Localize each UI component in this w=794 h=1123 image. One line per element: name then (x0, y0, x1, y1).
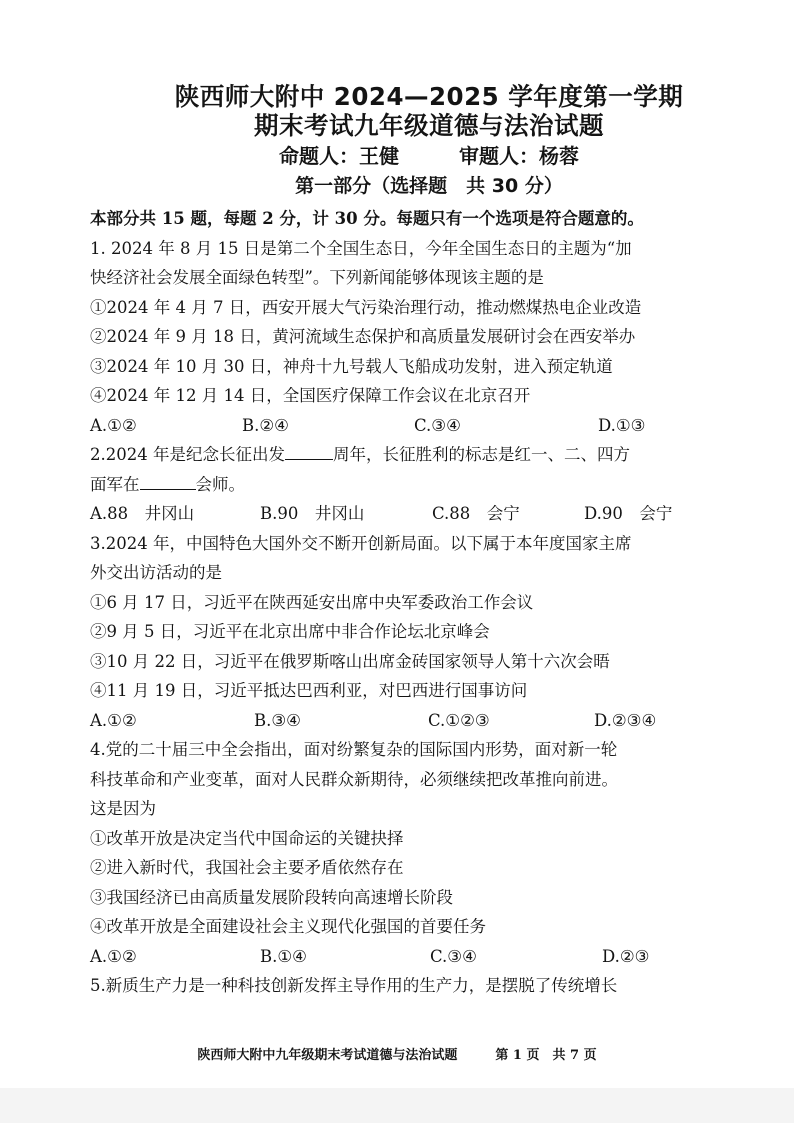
author-line (104, 141, 754, 172)
footer-page-number: 第 1 页 共 7 页 (495, 1048, 597, 1063)
footer-exam-name: 陕西师大附中九年级期末考试道德与法治试题 (197, 1048, 458, 1063)
q2-option-c: C.88 会宁 (432, 504, 520, 523)
q1-item-1: ①2024 年 4 月 7 日，西安开展大气污染治理行动，推动燃煤热电企业改造 (90, 297, 642, 317)
q3-stem-line2: 外交出访活动的是 (90, 563, 222, 582)
q4-item-2: ②进入新时代，我国社会主要矛盾依然存在 (90, 858, 404, 877)
q3-item-2: ②9 月 5 日，习近平在北京出席中非合作论坛北京峰会 (90, 622, 490, 641)
q4-option-a: A.①② (90, 946, 137, 966)
q4-item-4: ④改革开放是全面建设社会主义现代化强国的首要任务 (90, 917, 486, 936)
q2-option-d: D.90 会宁 (584, 504, 673, 523)
exam-body (90, 204, 754, 1001)
q4-stem-line1: 4.党的二十届三中全会指出，面对纷繁复杂的国际国内形势，面对新一轮 (90, 740, 618, 759)
q2-option-b: B.90 井冈山 (260, 504, 365, 523)
q4-options (90, 942, 754, 972)
q1-option-c: C.③④ (414, 415, 461, 435)
page-footer (0, 1044, 794, 1063)
q2-stem-part4: 会师。 (195, 474, 245, 494)
q4-stem-line2: 科技革命和产业变革，面对人民群众新期待，必须继续把改革推向前进。 (90, 769, 618, 789)
q3-item-4: ④11 月 19 日，习近平抵达巴西利亚，对巴西进行国事访问 (90, 681, 528, 700)
q2-stem-part3: 面军在 (90, 474, 140, 494)
q4-option-d: D.②③ (602, 946, 650, 966)
q3-item-3: ③10 月 22 日，习近平在俄罗斯喀山出席金砖国家领导人第十六次会晤 (90, 651, 610, 671)
q3-option-a: A.①② (90, 710, 137, 730)
q1-item-3: ③2024 年 10 月 30 日，神舟十九号载人飞船成功发射，进入预定轨道 (90, 356, 613, 376)
exam-title-line1: 陕西师大附中 2024—2025 学年度第一学期 (174, 82, 684, 111)
q2-stem-line1 (90, 440, 754, 470)
q2-stem-part1: 2.2024 年是纪念长征出发 (90, 445, 285, 464)
q4-stem-line3: 这是因为 (90, 799, 156, 818)
q3-options (90, 706, 754, 736)
exam-title-line2: 期末考试九年级道德与法治试题 (254, 111, 604, 140)
q1-stem-line2: 快经济社会发展全面绿色转型”。下列新闻能够体现该主题的是 (90, 268, 544, 287)
q1-option-b: B.②④ (242, 415, 289, 435)
q1-item-2: ②2024 年 9 月 18 日，黄河流域生态保护和高质量发展研讨会在西安举办 (90, 327, 636, 346)
q1-option-a: A.①② (90, 415, 137, 435)
section-instructions: 本部分共 15 题，每题 2 分，计 30 分。每题只有一个选项是符合题意的。 (90, 209, 644, 228)
q3-item-1: ①6 月 17 日，习近平在陕西延安出席中央军委政治工作会议 (90, 592, 534, 612)
q2-stem-part2: 周年，长征胜利的标志是红一、二、四方 (332, 445, 630, 464)
q1-option-d: D.①③ (598, 415, 646, 435)
q3-option-b: B.③④ (254, 710, 301, 730)
q3-option-d: D.②③④ (594, 710, 657, 730)
reviewer: 审题人：杨蓉 (459, 144, 579, 168)
q1-stem-line1: 1. 2024 年 8 月 15 日是第二个全国生态日，今年全国生态日的主题为“加 (90, 238, 632, 258)
fill-blank-1 (285, 441, 333, 460)
q2-stem-line2 (90, 470, 754, 500)
part-heading: 第一部分（选择题 共 30 分） (295, 175, 563, 197)
q4-item-3: ③我国经济已由高质量发展阶段转向高速增长阶段 (90, 887, 453, 907)
fill-blank-2 (140, 471, 196, 490)
q3-option-c: C.①②③ (428, 710, 490, 730)
q4-option-b: B.①④ (260, 946, 307, 966)
q2-option-a: A.88 井冈山 (90, 504, 195, 523)
q1-item-4: ④2024 年 12 月 14 日，全国医疗保障工作会议在北京召开 (90, 386, 531, 405)
q3-stem-line1: 3.2024 年，中国特色大国外交不断开创新局面。以下属于本年度国家主席 (90, 533, 632, 553)
q5-stem-line1: 5.新质生产力是一种科技创新发挥主导作用的生产力，是摆脱了传统增长 (90, 976, 618, 995)
q2-options (90, 499, 754, 529)
author: 命题人：王健 (279, 144, 399, 168)
q4-option-c: C.③④ (430, 946, 477, 966)
q1-options (90, 411, 754, 441)
q4-item-1: ①改革开放是决定当代中国命运的关键抉择 (90, 828, 404, 848)
